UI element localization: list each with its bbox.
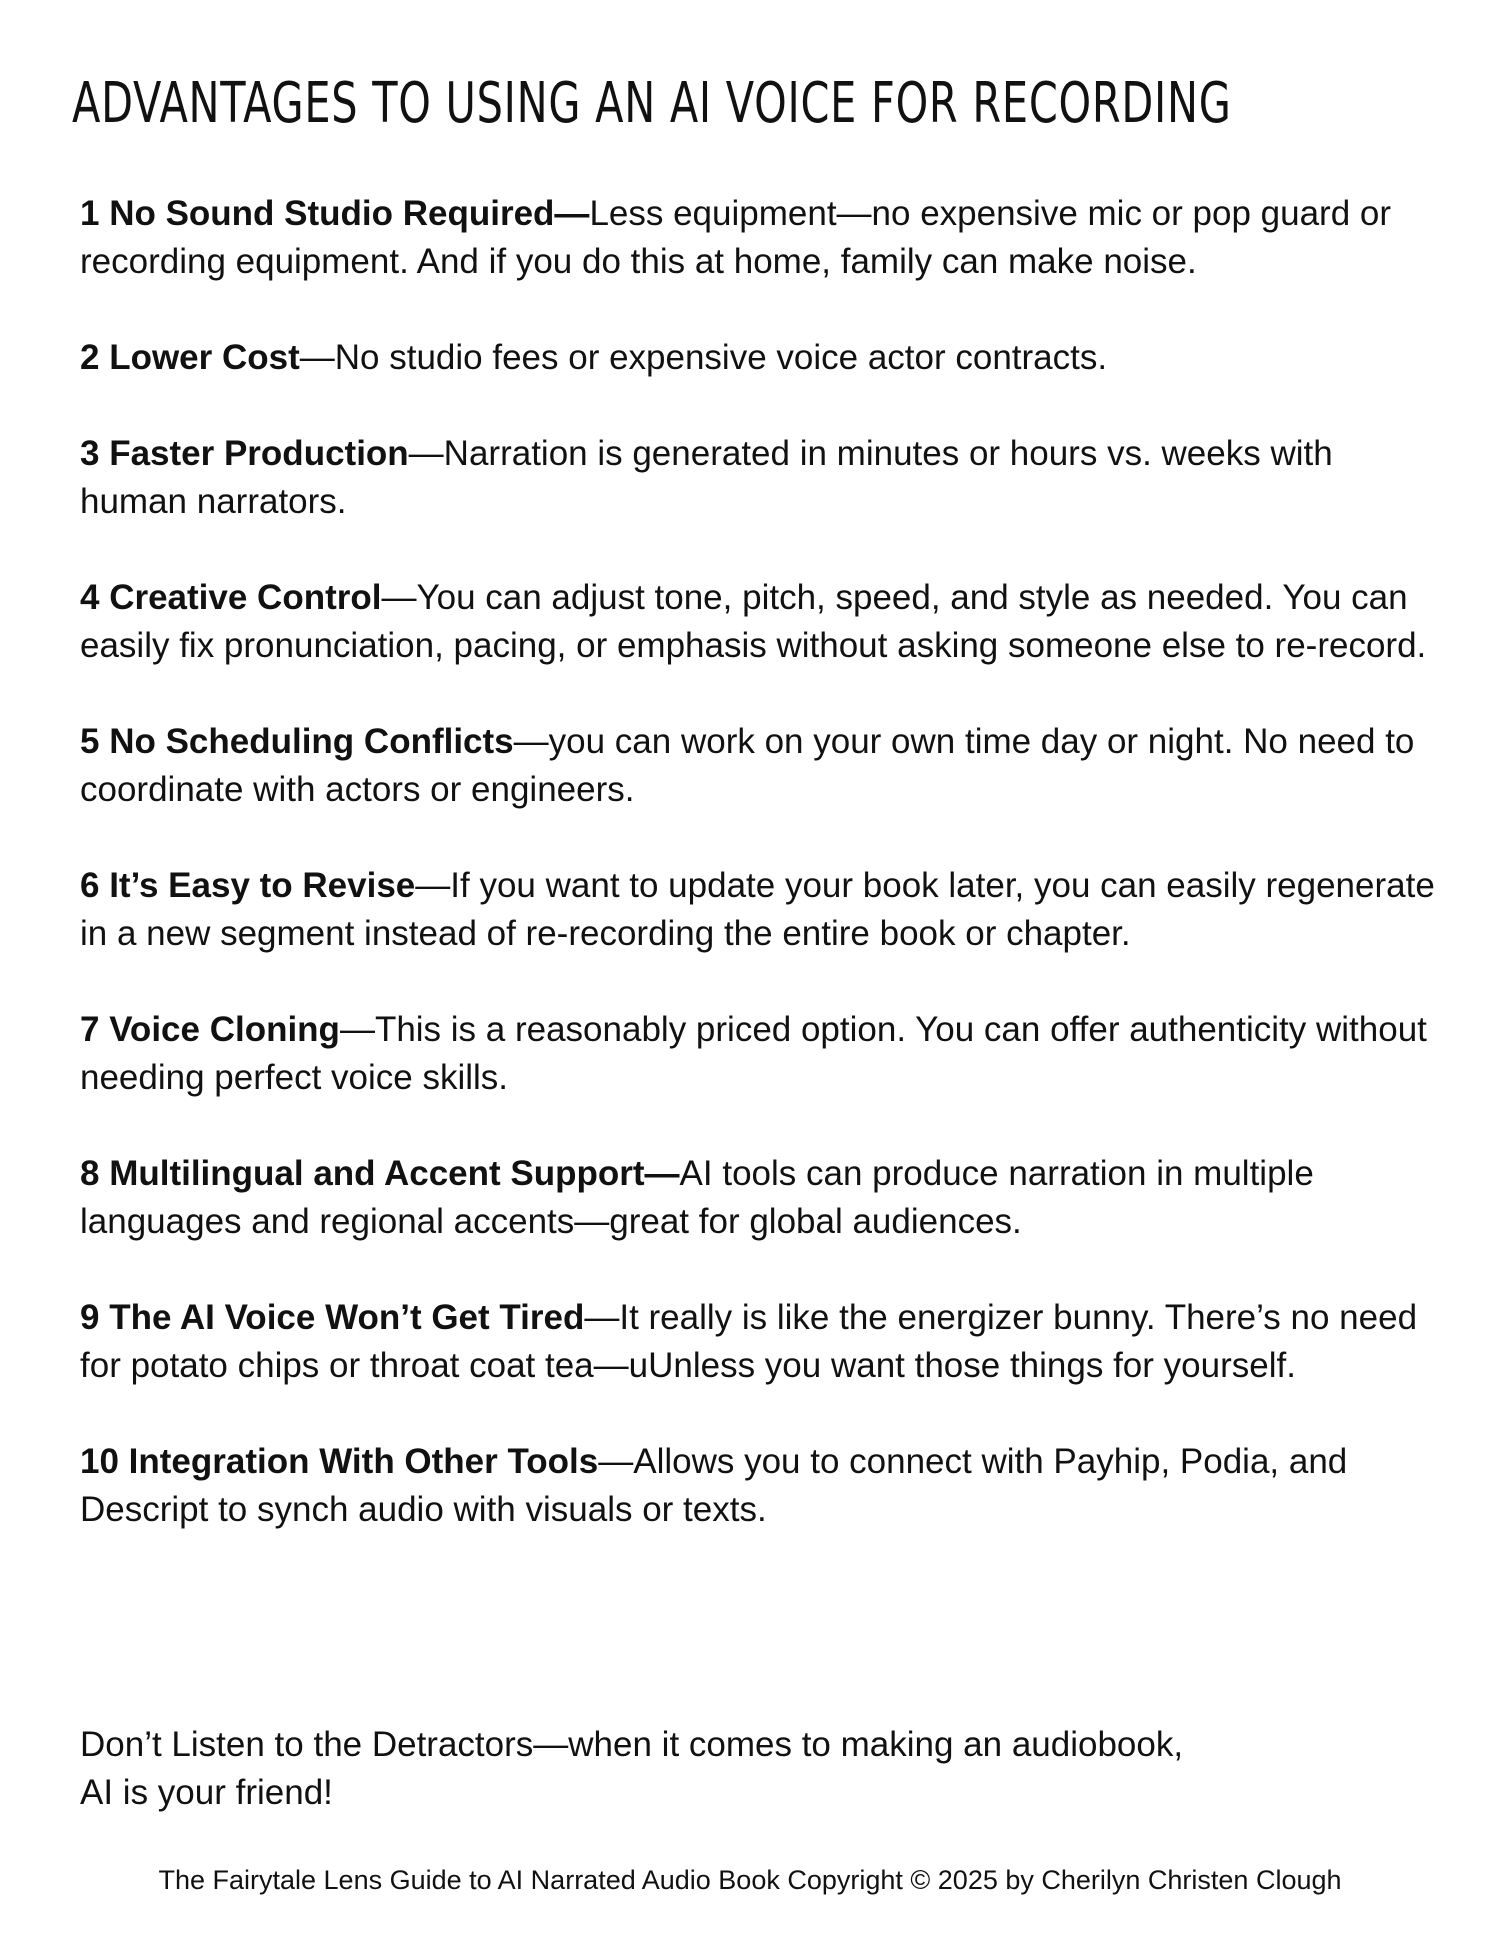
- list-item: [80, 1438, 1440, 1534]
- list-item: [80, 430, 1440, 526]
- item-heading: 8 Multilingual and Accent Support—: [80, 1154, 680, 1193]
- item-heading: 6 It’s Easy to Revise: [80, 866, 416, 905]
- list-item: [80, 1150, 1440, 1246]
- item-heading: 5 No Scheduling Conflicts: [80, 722, 514, 761]
- item-text: —It really is like the energizer bunny. There’s no need for potato chips or throat coat tea—uUnless you want those things for yourself.: [80, 1298, 1418, 1385]
- item-heading: 1 No Sound Studio Required—: [80, 194, 590, 233]
- list-item: [80, 190, 1440, 286]
- list-item: [80, 1006, 1440, 1102]
- item-heading: 2 Lower Cost: [80, 338, 300, 377]
- closing-line-1: Don’t Listen to the Detractors—when it comes to making an audiobook,: [80, 1725, 1184, 1764]
- list-item: [80, 718, 1440, 814]
- item-heading: 9 The AI Voice Won’t Get Tired: [80, 1298, 585, 1337]
- item-heading: 3 Faster Production: [80, 434, 409, 473]
- closing-line-2: AI is your friend!: [80, 1773, 333, 1812]
- item-text: —This is a reasonably priced option. You can offer authenticity without needing perfect voice skills.: [80, 1010, 1427, 1097]
- list-item: [80, 334, 1440, 382]
- item-heading: 7 Voice Cloning: [80, 1010, 340, 1049]
- list-item: [80, 1294, 1440, 1390]
- item-heading: 10 Integration With Other Tools: [80, 1442, 599, 1481]
- item-text: —you can work on your own time day or night. No need to coordinate with actors or engineers.: [80, 722, 1415, 809]
- item-text: —No studio fees or expensive voice actor contracts.: [299, 338, 1108, 377]
- closing-statement: [80, 1721, 1440, 1817]
- item-text: —If you want to update your book later, you can easily regenerate in a new segment instead of re-recording the entire book or chapter.: [80, 866, 1435, 953]
- item-text: —Allows you to connect with Payhip, Podia, and Descript to synch audio with visuals or texts.: [80, 1442, 1348, 1529]
- advantages-list: [80, 190, 1440, 1582]
- list-item: [80, 862, 1440, 958]
- item-text: AI tools can produce narration in multiple languages and regional accents—great for global audiences.: [80, 1154, 1314, 1241]
- item-text: —Narration is generated in minutes or hours vs. weeks with human narrators.: [80, 434, 1333, 521]
- item-text: Less equipment—no expensive mic or pop guard or recording equipment. And if you do this at home, family can make noise.: [80, 194, 1392, 281]
- item-heading: 4 Creative Control: [80, 578, 382, 617]
- list-item: [80, 574, 1440, 670]
- copyright-footer: The Fairytale Lens Guide to AI Narrated Audio Book Copyright © 2025 by Cherilyn Christen Clough: [158, 1865, 1342, 1895]
- page-title: ADVANTAGES TO USING AN AI VOICE FOR RECORDING: [72, 71, 1232, 136]
- item-text: —You can adjust tone, pitch, speed, and style as needed. You can easily fix pronunciation, pacing, or emphasis without asking someone else to re-record.: [80, 578, 1427, 665]
